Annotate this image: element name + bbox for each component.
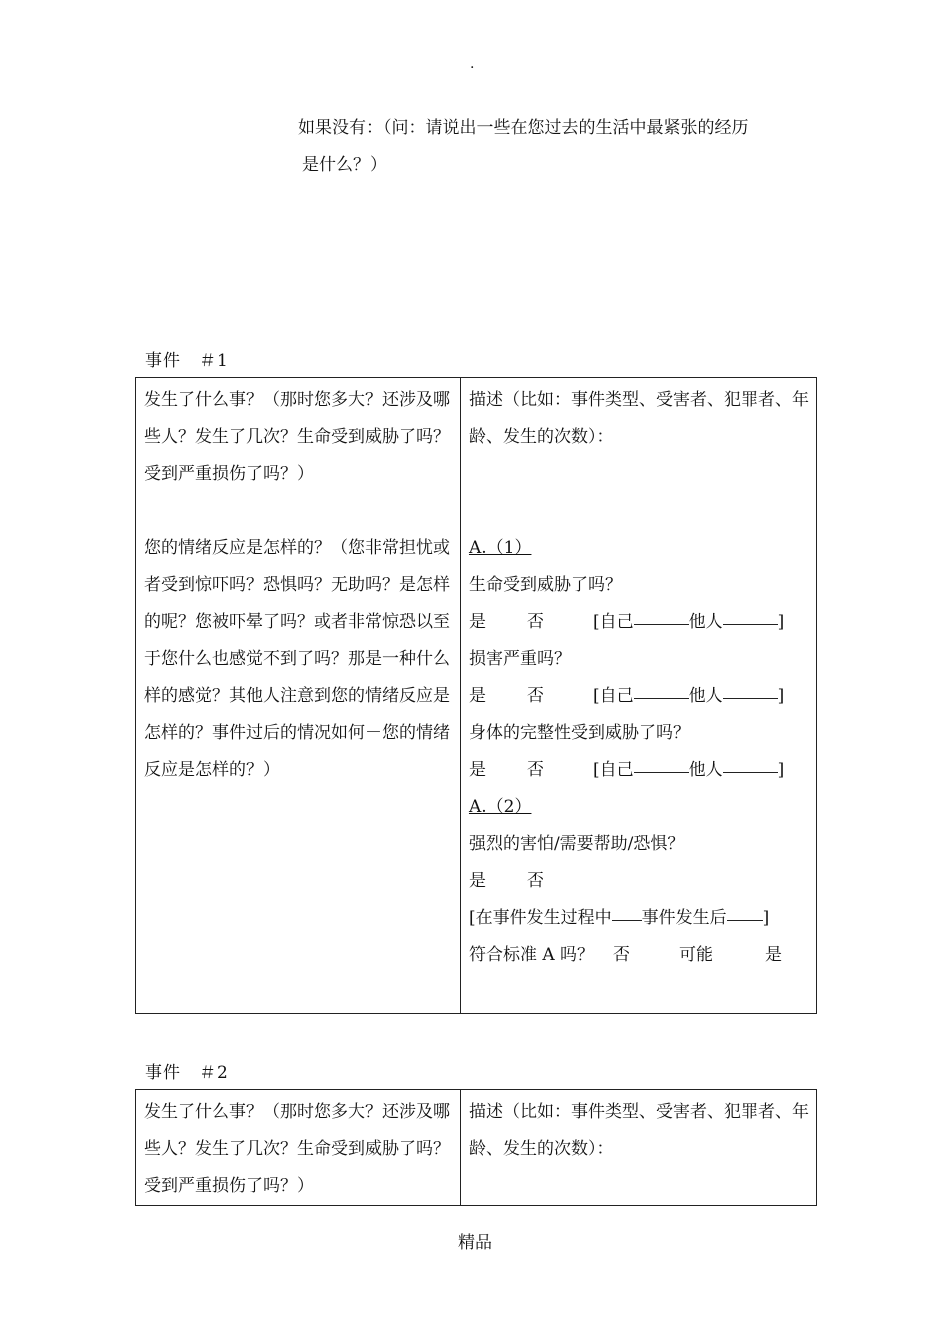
life-threat-question: 生命受到威胁了吗？ <box>468 575 622 595</box>
self-blank[interactable] <box>634 678 689 699</box>
others-blank[interactable] <box>723 678 778 699</box>
event-1-prompts <box>136 378 461 1014</box>
describe-prompt: 描述（比如：事件类型、受害者、犯罪者、年龄、发生的次数）： <box>468 390 809 447</box>
a1-heading: A.（1） <box>468 538 532 558</box>
intro-line-1: 如果没有：（问：请说出一些在您过去的生活中最紧张的经历 <box>298 118 749 138</box>
what-happened-prompt: 发生了什么事？（那时您多大？还涉及哪些人？发生了几次？生命受到威胁了吗？受到严重损伤了吗？） <box>144 1102 450 1196</box>
event-2-answers <box>460 1090 816 1206</box>
injury-question: 损害严重吗？ <box>468 649 571 669</box>
a2-heading: A.（2） <box>468 797 532 817</box>
event-1-answers <box>460 378 816 1014</box>
event-1-table <box>135 377 817 1014</box>
intro-line-2: 是什么？） <box>302 155 387 175</box>
no-option[interactable]: 否 <box>526 686 544 706</box>
describe-prompt: 描述（比如：事件类型、受害者、犯罪者、年龄、发生的次数）： <box>468 1102 809 1159</box>
top-mark: . <box>470 56 475 72</box>
self-blank[interactable] <box>634 752 689 773</box>
yes-option[interactable]: 是 <box>468 760 486 780</box>
no-option[interactable]: 否 <box>526 612 544 632</box>
criterion-maybe-option[interactable]: 可能 <box>678 945 713 965</box>
yes-option[interactable]: 是 <box>468 612 486 632</box>
fear-question: 强烈的害怕/需要帮助/恐惧？ <box>468 834 685 854</box>
timing-choice[interactable]: [在事件发生过程中 事件发生后 ] <box>469 900 810 937</box>
others-blank[interactable] <box>723 752 778 773</box>
intro-question <box>298 110 749 184</box>
fear-choice[interactable] <box>469 863 810 900</box>
event-2-table <box>135 1089 817 1206</box>
criterion-a-row[interactable] <box>469 937 810 974</box>
injury-choice[interactable]: 是 否 [自己 他人 ] <box>469 678 810 715</box>
page-footer: 精品 <box>458 1233 492 1253</box>
event-1-label: 事件 ＃1 <box>145 351 229 371</box>
others-blank[interactable] <box>723 604 778 625</box>
integrity-question: 身体的完整性受到威胁了吗？ <box>468 723 690 743</box>
event-2-label: 事件 ＃2 <box>145 1063 229 1083</box>
criterion-yes-option[interactable]: 是 <box>764 945 782 965</box>
during-blank[interactable] <box>612 900 642 921</box>
yes-option[interactable]: 是 <box>468 686 486 706</box>
integrity-choice[interactable]: 是 否 [自己 他人 ] <box>469 752 810 789</box>
self-blank[interactable] <box>634 604 689 625</box>
emotional-reaction-prompt: 您的情绪反应是怎样的？（您非常担忧或者受到惊吓吗？恐惧吗？无助吗？是怎样的呢？您被吓晕了吗？或者非常惊恐以至于您什么也感觉不到了吗？那是一种什么样的感觉？其他人注意到您的情绪反应是怎样的？事件过后的情况如何－您的情绪反应是怎样的？） <box>144 538 450 780</box>
what-happened-prompt: 发生了什么事？（那时您多大？还涉及哪些人？发生了几次？生命受到威胁了吗？受到严重损伤了吗？） <box>144 390 450 484</box>
no-option[interactable]: 否 <box>526 760 544 780</box>
yes-option[interactable]: 是 <box>468 871 486 891</box>
life-threat-choice[interactable]: 是 否 [自己 他人 ] <box>469 604 810 641</box>
no-option[interactable]: 否 <box>526 871 544 891</box>
criterion-no-option[interactable]: 否 <box>612 945 630 965</box>
event-2-prompts <box>136 1090 461 1206</box>
criterion-a-question: 符合标准 A 吗？ <box>468 945 595 965</box>
after-blank[interactable] <box>727 900 763 921</box>
